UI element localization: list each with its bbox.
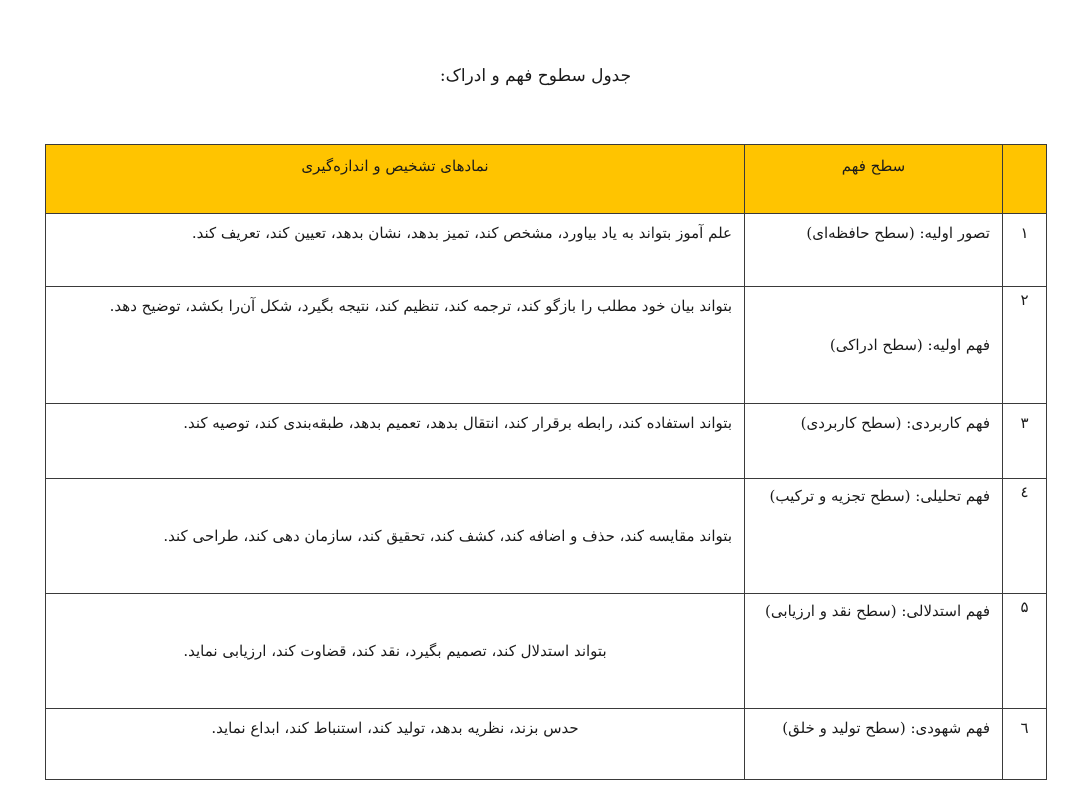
row-symptoms: بتواند بیان خود مطلب را بازگو کند، ترجمه کند، تنظیم کند، نتیجه بگیرد، شکل آن‌را بکشد، توضیح دهد. (46, 287, 745, 404)
header-level-cell: سطح فهم (745, 145, 1003, 214)
table-row (46, 594, 1047, 709)
row-symptoms: بتواند استفاده کند، رابطه برقرار کند، انتقال بدهد، تعمیم بدهد، طبقه‌بندی کند، توصیه کند. (46, 404, 745, 479)
row-level: فهم شهودی: (سطح تولید و خلق) (745, 709, 1003, 780)
table-row (46, 404, 1047, 479)
row-level: تصور اولیه: (سطح حافظه‌ای) (745, 214, 1003, 287)
row-symptoms: بتواند استدلال کند، تصمیم بگیرد، نقد کند، قضاوت کند، ارزیابی نماید. (46, 594, 745, 709)
row-symptoms: بتواند مقایسه کند، حذف و اضافه کند، کشف کند، تحقیق کند، سازمان دهی کند، طراحی کند. (46, 479, 745, 594)
row-level: فهم کاربردی: (سطح کاربردی) (745, 404, 1003, 479)
comprehension-levels-table (45, 144, 1047, 780)
table-row (46, 709, 1047, 780)
table-row (46, 479, 1047, 594)
row-symptoms: حدس بزند، نظریه بدهد، تولید کند، استنباط کند، ابداع نماید. (46, 709, 745, 780)
table-row (46, 214, 1047, 287)
row-number: ٤ (1003, 479, 1047, 594)
table-row (46, 287, 1047, 404)
row-number: ۳ (1003, 404, 1047, 479)
row-level: فهم استدلالی: (سطح نقد و ارزیابی) (745, 594, 1003, 709)
row-level: فهم تحلیلی: (سطح تجزیه و ترکیب) (745, 479, 1003, 594)
row-number: ۵ (1003, 594, 1047, 709)
row-number: ۱ (1003, 214, 1047, 287)
row-number: ۲ (1003, 287, 1047, 404)
page-title: جدول سطوح فهم و ادراک: (439, 66, 632, 86)
row-symptoms: علم آموز بتواند به یاد بیاورد، مشخص کند، تمیز بدهد، نشان بدهد، تعیین کند، تعریف کند. (46, 214, 745, 287)
row-level: فهم اولیه: (سطح ادراکی) (745, 287, 1003, 404)
row-number: ٦ (1003, 709, 1047, 780)
table-header-row (46, 145, 1047, 214)
header-number-cell (1003, 145, 1047, 214)
header-symptoms-cell: نمادهای تشخیص و اندازه‌گیری (46, 145, 745, 214)
